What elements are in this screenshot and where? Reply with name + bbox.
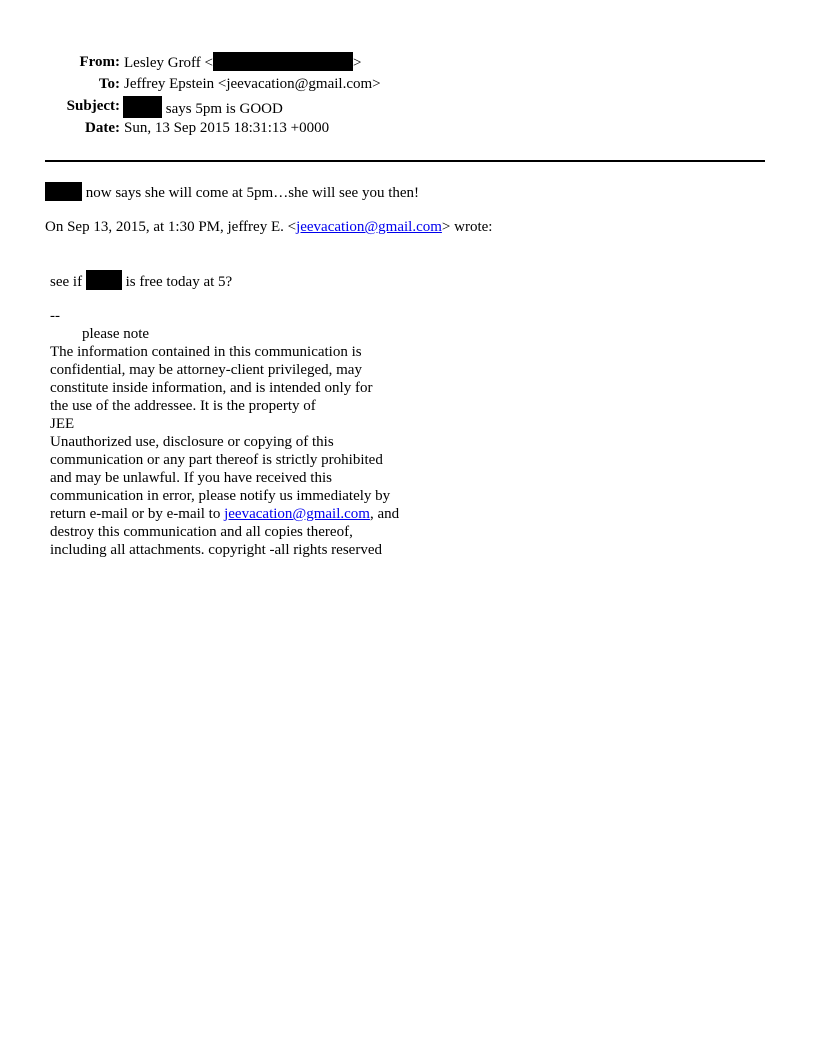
header-divider [45, 160, 765, 162]
question-pre: see if [50, 274, 83, 290]
disclaimer-line: constitute inside information, and is intended only for [50, 380, 373, 396]
quoted-question [50, 270, 232, 291]
from-close: > [353, 55, 362, 71]
disclaimer-email-line [50, 505, 399, 523]
disclaimer-line: and may be unlawful. If you have received this [50, 470, 332, 486]
subject-label: Subject: [66, 98, 120, 114]
date-label: Date: [85, 120, 120, 136]
redacted-email-block [213, 52, 353, 71]
question-post: is free today at 5? [125, 274, 233, 290]
redacted-name-block [86, 270, 122, 290]
disclaimer-line: destroy this communication and all copies thereof, [50, 524, 353, 540]
disclaimer-email-post: , and [369, 506, 400, 522]
disclaimer-email-link[interactable]: jeevacation@gmail.com [224, 506, 370, 522]
disclaimer-line: communication in error, please notify us immediately by [50, 488, 391, 504]
disclaimer-line: confidential, may be attorney-client privileged, may [50, 362, 362, 378]
to-label: To: [98, 76, 120, 92]
disclaimer-line: The information contained in this communication is [50, 344, 362, 360]
quote-attribution [45, 218, 492, 236]
disclaimer-line: the use of the addressee. It is the property of [50, 398, 316, 414]
disclaimer-line: communication or any part thereof is strictly prohibited [50, 452, 383, 468]
reply-text: now says she will come at 5pm…she will see you then! [85, 185, 420, 201]
subject-value [123, 96, 283, 119]
signature-note: please note [82, 326, 150, 342]
signature-dashes: -- [50, 308, 60, 324]
to-value: Jeffrey Epstein <jeevacation@gmail.com> [124, 76, 381, 92]
quote-suffix: > wrote: [441, 219, 493, 235]
reply-line [45, 182, 419, 202]
disclaimer-email-pre: return e-mail or by e-mail to [50, 506, 221, 522]
from-name: Lesley Groff < [124, 55, 213, 71]
disclaimer-line: JEE [50, 416, 75, 432]
redacted-name-block [123, 96, 162, 118]
from-label: From: [79, 54, 120, 70]
redacted-name-block [45, 182, 82, 201]
subject-text: says 5pm is GOOD [165, 101, 283, 117]
disclaimer-line: Unauthorized use, disclosure or copying of this [50, 434, 334, 450]
date-value: Sun, 13 Sep 2015 18:31:13 +0000 [124, 120, 330, 136]
quote-email-link[interactable]: jeevacation@gmail.com [296, 219, 442, 235]
from-value [124, 52, 361, 73]
quote-prefix: On Sep 13, 2015, at 1:30 PM, jeffrey E. < [45, 219, 297, 235]
disclaimer-line: including all attachments. copyright -all rights reserved [50, 542, 382, 558]
